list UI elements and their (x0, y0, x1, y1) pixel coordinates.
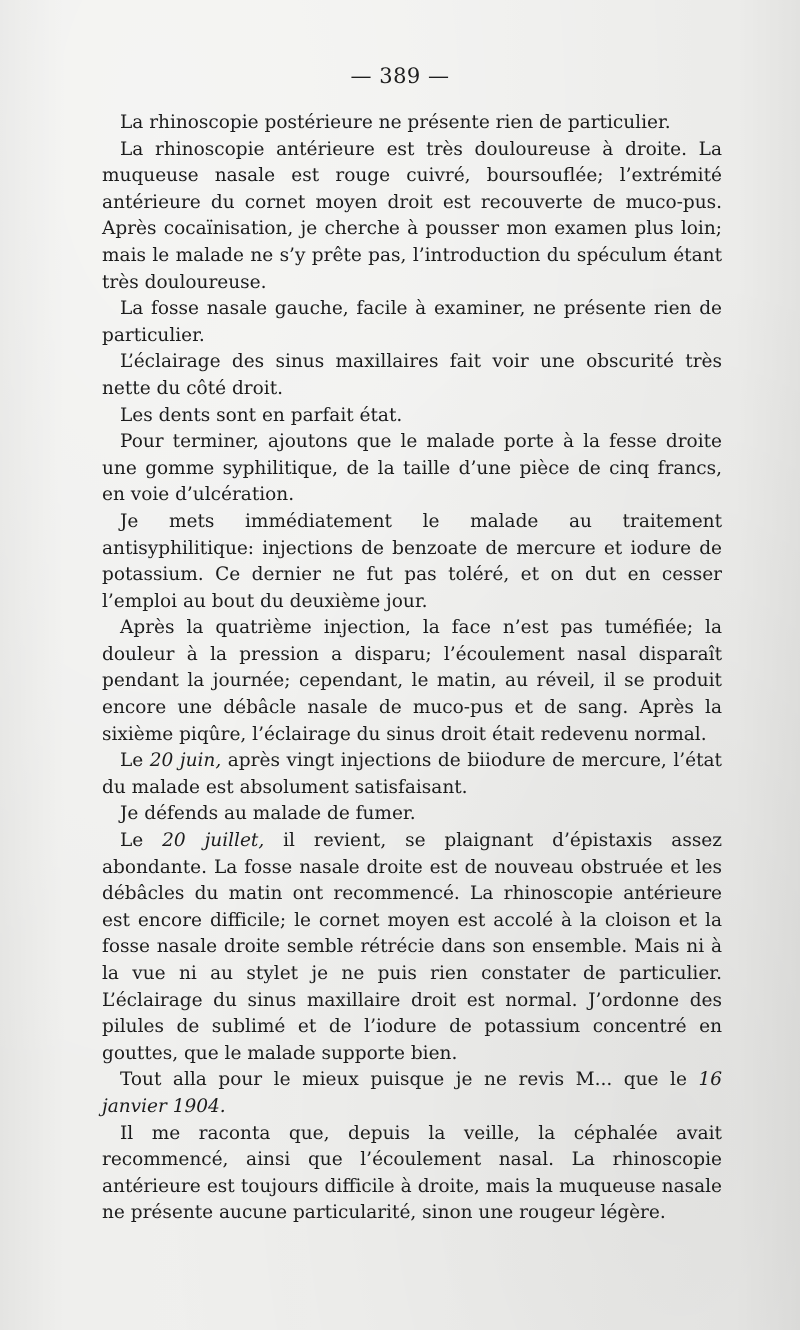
text-run: après vingt injections de biiodure de mercure, l’état du malade est absolument satisfaisant. (102, 750, 722, 798)
paragraph (102, 828, 722, 1067)
paragraph (102, 137, 722, 297)
text-run: Après la quatrième injection, la face n’est pas tuméfiée; la douleur à la pression a disparu; l’écoulement nasal disparaît pendant la journée; cependant, le matin, au réveil, il se produit encore une débâcle nasale de muco-pus et de sang. Après la sixième piqûre, l’éclairage du sinus droit était redevenu normal. (102, 617, 722, 745)
text-run: Le (120, 750, 150, 772)
italic-date: 20 juillet, (162, 830, 265, 852)
paragraph (102, 349, 722, 402)
italic-date: 20 juin, (149, 750, 222, 772)
paragraph (102, 403, 722, 430)
paragraph (102, 801, 722, 828)
text-run: Je mets immédiatement le malade au traitement antisyphilitique: injections de benzoate de mercure et iodure de potassium. Ce dernier ne fut pas toléré, et on dut en cesser l’emploi au bout du deuxième jour. (102, 510, 722, 612)
text-run: Tout alla pour le mieux puisque je ne revis M... que le (120, 1069, 699, 1091)
italic-date: 16 janvier 1904. (102, 1069, 722, 1117)
text-run: L’éclairage des sinus maxillaires fait voir une obscurité très nette du côté droit. (102, 351, 722, 399)
paragraph (102, 296, 722, 349)
text-run: Il me raconta que, depuis la veille, la céphalée avait recommencé, ainsi que l’écoulement nasal. La rhinoscopie antérieure est toujours difficile à droite, mais la muqueuse nasale ne présente aucune particularité, sinon une rougeur légère. (102, 1122, 722, 1224)
text-run: Les dents sont en parfait état. (120, 404, 403, 426)
text-run: La rhinoscopie antérieure est très douloureuse à droite. La muqueuse nasale est rouge cuivré, boursouflée; l’extrémité antérieure du cornet moyen droit est recouverte de muco-pus. Après cocaïnisation, je cherche à pousser mon examen plus loin; mais le malade ne s’y prête pas, l’introduction du spéculum étant très douloureuse. (102, 138, 722, 293)
text-run: Le (120, 830, 163, 852)
text-run: Je défends au malade de fumer. (120, 803, 416, 825)
text-run: Pour terminer, ajoutons que le malade porte à la fesse droite une gomme syphilitique, de la taille d’une pièce de cinq francs, en voie d’ulcération. (102, 431, 722, 506)
text-run: La rhinoscopie postérieure ne présente rien de particulier. (120, 112, 671, 133)
paragraph (102, 1067, 722, 1120)
paragraph (102, 429, 722, 509)
text-run: La fosse nasale gauche, facile à examiner, ne présente rien de particulier. (102, 298, 722, 346)
paragraph (102, 748, 722, 801)
page-number: — 389 — (350, 64, 450, 88)
paragraph (102, 110, 722, 137)
paragraph (102, 1121, 722, 1227)
paragraph (102, 615, 722, 748)
text-run: il revient, se plaignant d’épistaxis assez abondante. La fosse nasale droite est de nouveau obstruée et les débâcles du matin ont recommencé. La rhinoscopie antérieure est encore difficile; le cornet moyen est accolé à la cloison et la fosse nasale droite semble rétrécie dans son ensemble. Mais ni à la vue ni au stylet je ne puis rien constater de particulier. L’éclairage du sinus maxillaire droit est normal. J’ordonne des pilules de sublimé et de l’iodure de potassium concentré en gouttes, que le malade supporte bien. (102, 830, 723, 1064)
paragraph (102, 509, 722, 615)
body-text (102, 110, 722, 1227)
